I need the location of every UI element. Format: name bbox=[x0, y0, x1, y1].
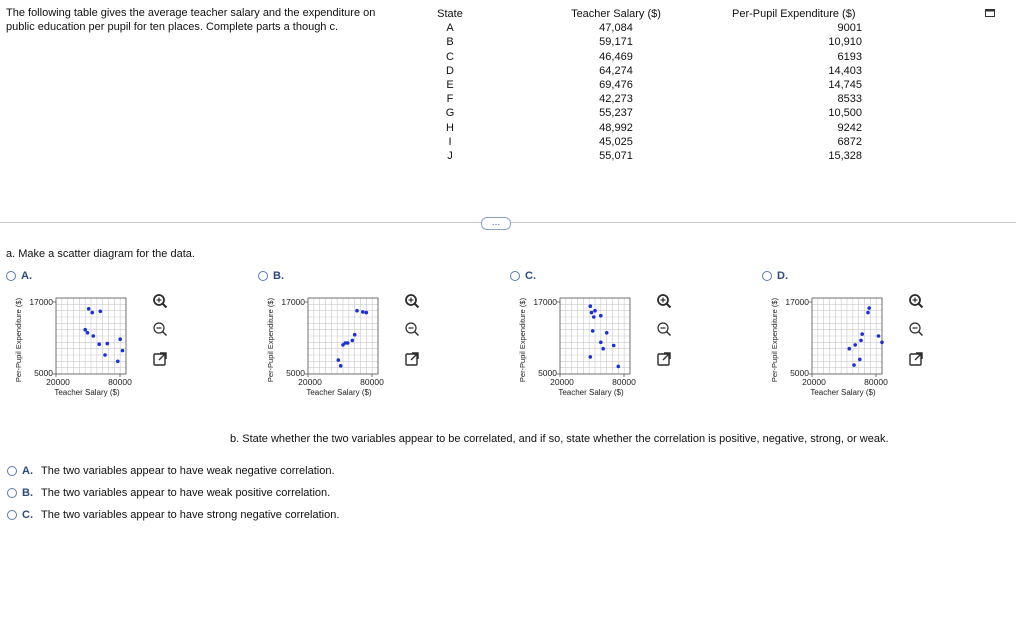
ppe-cell: 10,500 bbox=[828, 107, 862, 120]
zoom-in-icon[interactable] bbox=[404, 293, 420, 309]
scatter-point bbox=[92, 334, 96, 338]
salary-header: Teacher Salary ($) bbox=[571, 8, 661, 20]
expand-more-button[interactable]: … bbox=[481, 217, 511, 230]
scatter-point bbox=[90, 311, 94, 315]
scatter-plot-c bbox=[508, 290, 648, 405]
ppe-cell: 14,745 bbox=[828, 79, 862, 92]
state-cell: J bbox=[447, 150, 453, 163]
scatter-point bbox=[339, 364, 343, 368]
part-b-option-b[interactable] bbox=[7, 487, 330, 499]
scatter-point bbox=[859, 339, 863, 343]
radio-button[interactable] bbox=[7, 510, 17, 520]
scatter-point bbox=[591, 329, 595, 333]
scatter-point bbox=[97, 342, 101, 346]
scatter-point bbox=[365, 311, 369, 315]
scatter-point bbox=[858, 358, 862, 362]
scatter-point bbox=[860, 332, 864, 336]
state-values bbox=[428, 21, 472, 163]
x-axis-label: Teacher Salary ($) bbox=[306, 388, 372, 397]
scatter-point bbox=[353, 333, 357, 337]
x-axis-label: Teacher Salary ($) bbox=[810, 388, 876, 397]
open-new-window-icon[interactable] bbox=[404, 351, 420, 367]
salary-values bbox=[560, 21, 672, 163]
open-new-window-icon[interactable] bbox=[152, 351, 168, 367]
x-tick-label: 20000 bbox=[298, 377, 322, 387]
y-tick-label: 5000 bbox=[538, 368, 557, 378]
ppe-cell: 6872 bbox=[837, 135, 862, 148]
plot-grid bbox=[56, 298, 126, 374]
scatter-point bbox=[877, 334, 881, 338]
open-new-window-icon[interactable] bbox=[908, 351, 924, 367]
scatter-point bbox=[867, 306, 871, 310]
ppe-header: Per-Pupil Expenditure ($) bbox=[732, 8, 856, 20]
scatter-point bbox=[355, 309, 359, 313]
ppe-cell: 15,328 bbox=[828, 150, 862, 163]
scatter-point bbox=[99, 310, 103, 314]
ppe-cell: 8533 bbox=[837, 93, 862, 106]
state-cell: D bbox=[446, 64, 454, 77]
option-letter: C. bbox=[22, 509, 33, 521]
problem-intro: The following table gives the average teacher salary and the expenditure on public education per pupil for ten places. Complete parts a though c. bbox=[6, 7, 376, 33]
ppe-cell: 10,910 bbox=[828, 36, 862, 49]
x-tick-label: 20000 bbox=[550, 377, 574, 387]
scatter-point bbox=[337, 358, 341, 362]
scatter-point bbox=[880, 341, 884, 345]
scatter-point bbox=[601, 347, 605, 351]
option-letter: A. bbox=[21, 270, 32, 282]
open-new-window-icon[interactable] bbox=[656, 351, 672, 367]
state-cell: E bbox=[446, 79, 454, 92]
state-cell: G bbox=[445, 107, 455, 120]
scatter-point bbox=[121, 349, 125, 353]
zoom-in-icon[interactable] bbox=[656, 293, 672, 309]
scatter-point bbox=[853, 343, 857, 347]
ppe-cell: 9001 bbox=[837, 22, 862, 35]
option-letter: C. bbox=[525, 270, 536, 282]
scatter-point bbox=[612, 344, 616, 348]
part-a-option-a[interactable] bbox=[6, 270, 32, 282]
radio-button[interactable] bbox=[762, 271, 772, 281]
y-tick-label: 5000 bbox=[34, 368, 53, 378]
part-a-option-b[interactable] bbox=[258, 270, 284, 282]
state-column bbox=[428, 7, 472, 163]
radio-button[interactable] bbox=[258, 271, 268, 281]
scatter-point bbox=[593, 309, 597, 313]
salary-cell: 48,992 bbox=[599, 121, 633, 134]
part-b-question: b. State whether the two variables appear to be correlated, and if so, state whether the correlation is positive, negative, strong, or weak. bbox=[230, 433, 889, 445]
y-axis-label: Per-Pupil Expenditure ($) bbox=[266, 297, 275, 383]
scatter-point bbox=[617, 365, 621, 369]
part-b-option-c[interactable] bbox=[7, 509, 339, 521]
x-tick-label: 80000 bbox=[108, 377, 132, 387]
scatter-point bbox=[848, 347, 852, 351]
option-letter: D. bbox=[777, 270, 788, 282]
salary-cell: 55,237 bbox=[599, 107, 633, 120]
scatter-point bbox=[605, 331, 609, 335]
scatter-point bbox=[852, 363, 856, 367]
x-axis-label: Teacher Salary ($) bbox=[558, 388, 624, 397]
state-cell: C bbox=[446, 50, 454, 63]
y-tick-label: 17000 bbox=[29, 297, 53, 307]
salary-cell: 45,025 bbox=[599, 135, 633, 148]
zoom-in-icon[interactable] bbox=[908, 293, 924, 309]
scatter-point bbox=[346, 341, 350, 345]
x-tick-label: 80000 bbox=[864, 377, 888, 387]
y-tick-label: 5000 bbox=[790, 368, 809, 378]
scatter-point bbox=[592, 315, 596, 319]
state-cell: I bbox=[448, 135, 452, 148]
x-axis-label: Teacher Salary ($) bbox=[54, 388, 120, 397]
ppe-column bbox=[732, 7, 862, 163]
ppe-values bbox=[742, 21, 862, 163]
x-tick-label: 20000 bbox=[802, 377, 826, 387]
state-header: State bbox=[437, 8, 463, 20]
salary-cell: 47,084 bbox=[599, 22, 633, 35]
y-tick-label: 17000 bbox=[533, 297, 557, 307]
salary-cell: 46,469 bbox=[599, 50, 633, 63]
ppe-cell: 14,403 bbox=[828, 64, 862, 77]
zoom-out-icon[interactable] bbox=[404, 321, 420, 337]
option-letter: A. bbox=[22, 465, 33, 477]
scatter-point bbox=[866, 311, 870, 315]
scatter-point bbox=[351, 339, 355, 343]
scatter-point bbox=[361, 310, 365, 314]
state-cell: B bbox=[446, 36, 454, 49]
salary-cell: 64,274 bbox=[599, 64, 633, 77]
option-text: The two variables appear to have weak positive correlation. bbox=[41, 487, 331, 499]
y-axis-label: Per-Pupil Expenditure ($) bbox=[518, 297, 527, 383]
scatter-point bbox=[103, 353, 107, 357]
x-tick-label: 80000 bbox=[360, 377, 384, 387]
option-text: The two variables appear to have strong negative correlation. bbox=[41, 509, 340, 521]
scatter-plot-d bbox=[760, 290, 900, 405]
scatter-point bbox=[86, 331, 90, 335]
x-tick-label: 80000 bbox=[612, 377, 636, 387]
scatter-point bbox=[590, 311, 594, 315]
radio-button[interactable] bbox=[7, 488, 17, 498]
option-letter: B. bbox=[22, 487, 33, 499]
part-b-option-a[interactable] bbox=[7, 465, 335, 477]
x-tick-label: 20000 bbox=[46, 377, 70, 387]
window-icon[interactable] bbox=[985, 9, 995, 17]
radio-button[interactable] bbox=[6, 271, 16, 281]
scatter-point bbox=[116, 360, 120, 364]
state-cell: A bbox=[446, 22, 454, 35]
salary-cell: 59,171 bbox=[599, 36, 633, 49]
radio-button[interactable] bbox=[510, 271, 520, 281]
y-axis-label: Per-Pupil Expenditure ($) bbox=[770, 297, 779, 383]
ppe-cell: 6193 bbox=[837, 50, 862, 63]
part-a-question: a. Make a scatter diagram for the data. bbox=[6, 248, 195, 260]
y-tick-label: 17000 bbox=[281, 297, 305, 307]
part-a-option-d[interactable] bbox=[762, 270, 788, 282]
scatter-plot-b bbox=[256, 290, 396, 405]
state-cell: F bbox=[446, 93, 454, 106]
state-cell: H bbox=[446, 121, 454, 134]
zoom-in-icon[interactable] bbox=[152, 293, 168, 309]
y-axis-label: Per-Pupil Expenditure ($) bbox=[14, 297, 23, 383]
scatter-plot-a bbox=[4, 290, 144, 405]
part-a-option-c[interactable] bbox=[510, 270, 536, 282]
scatter-point bbox=[589, 355, 593, 359]
scatter-point bbox=[87, 307, 91, 311]
option-letter: B. bbox=[273, 270, 284, 282]
scatter-point bbox=[599, 314, 603, 318]
scatter-point bbox=[589, 304, 593, 308]
zoom-out-icon[interactable] bbox=[152, 321, 168, 337]
plot-grid bbox=[308, 298, 378, 374]
salary-cell: 69,476 bbox=[599, 79, 633, 92]
salary-cell: 42,273 bbox=[599, 93, 633, 106]
scatter-point bbox=[118, 337, 122, 341]
scatter-point bbox=[106, 342, 110, 346]
y-tick-label: 17000 bbox=[785, 297, 809, 307]
zoom-out-icon[interactable] bbox=[656, 321, 672, 337]
radio-button[interactable] bbox=[7, 466, 17, 476]
y-tick-label: 5000 bbox=[286, 368, 305, 378]
salary-column bbox=[560, 7, 672, 163]
option-text: The two variables appear to have weak negative correlation. bbox=[41, 465, 335, 477]
plot-grid bbox=[812, 298, 882, 374]
salary-cell: 55,071 bbox=[599, 150, 633, 163]
ppe-cell: 9242 bbox=[837, 121, 862, 134]
scatter-point bbox=[83, 328, 87, 332]
scatter-point bbox=[599, 341, 603, 345]
zoom-out-icon[interactable] bbox=[908, 321, 924, 337]
